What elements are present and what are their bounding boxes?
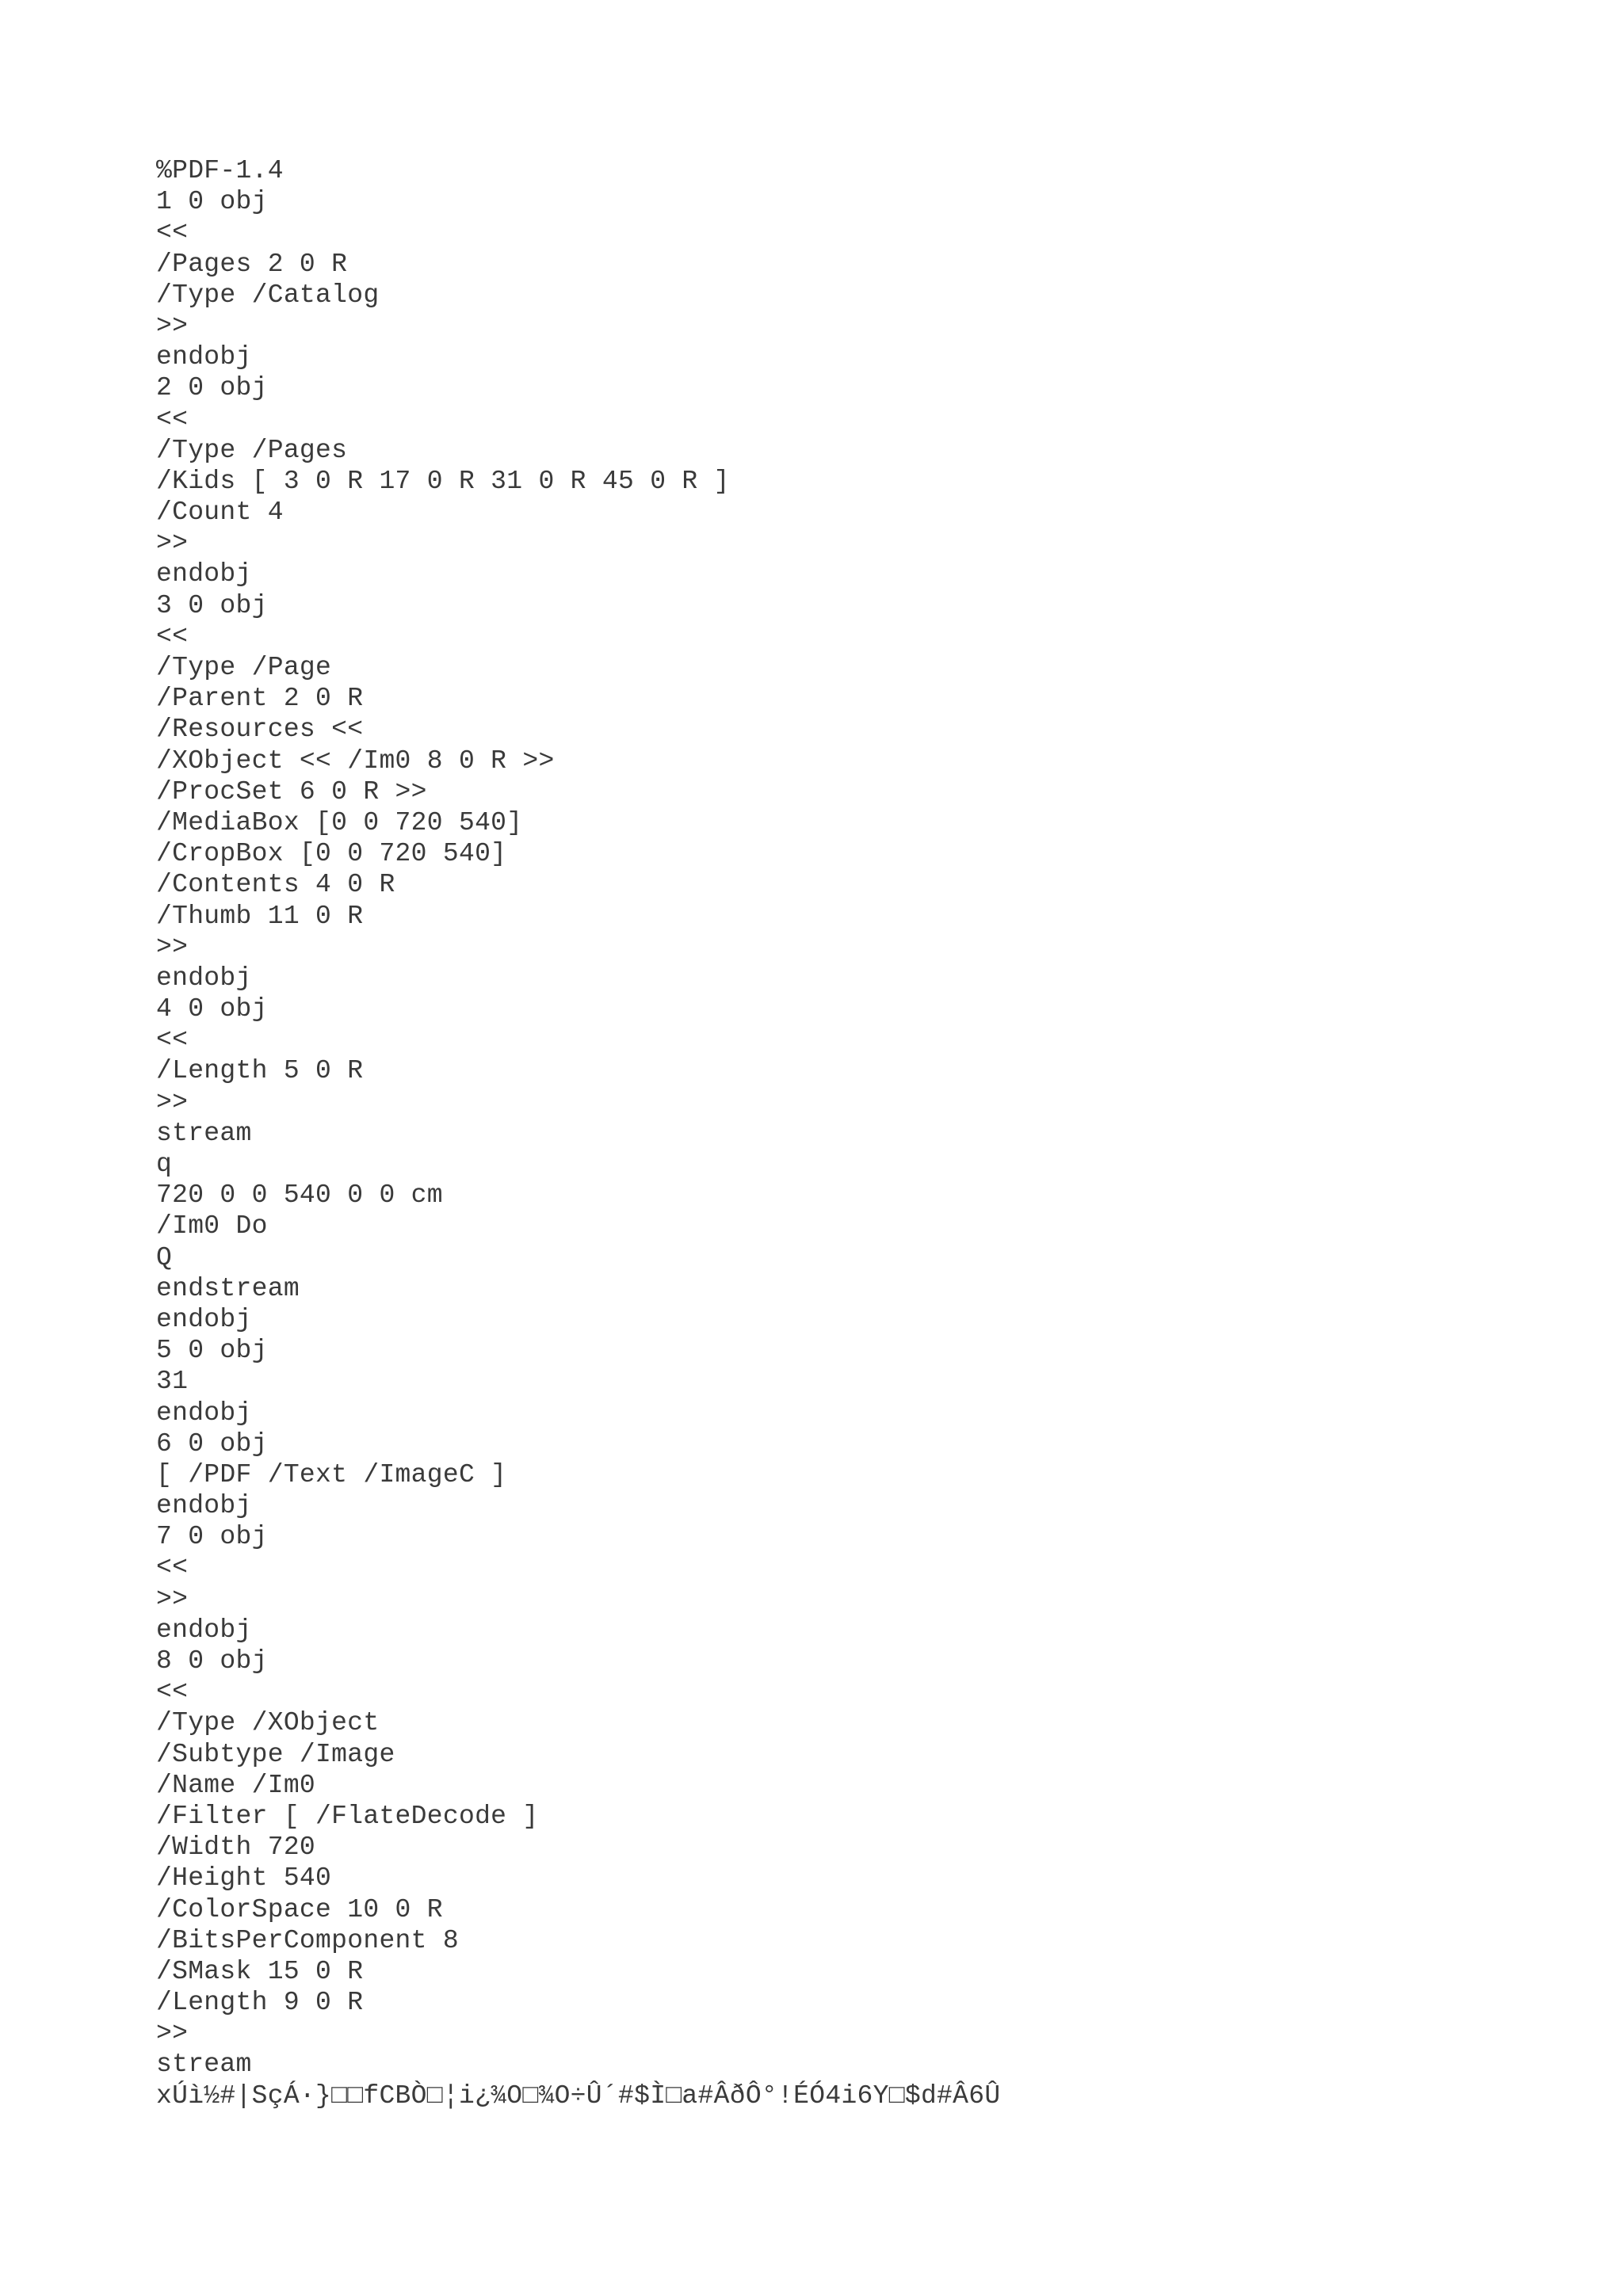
text-line: endobj: [156, 963, 252, 993]
text-line: /BitsPerComponent 8: [156, 1925, 459, 1955]
text-line: /Type /Page: [156, 653, 332, 682]
text-line: /Thumb 11 0 R: [156, 901, 364, 931]
text-line: /Length 9 0 R: [156, 1988, 364, 2018]
text-line: /Parent 2 0 R: [156, 684, 364, 714]
text-line: /Type /Catalog: [156, 280, 380, 310]
text-line: >>: [156, 1584, 189, 1614]
text-line: /Type /Pages: [156, 435, 348, 465]
text-line: >>: [156, 932, 189, 962]
text-line: q: [156, 1150, 173, 1179]
text-line: /Subtype /Image: [156, 1739, 395, 1769]
text-line: endobj: [156, 559, 252, 589]
text-line: >>: [156, 311, 189, 341]
text-line: /SMask 15 0 R: [156, 1956, 364, 1986]
text-line: endobj: [156, 342, 252, 372]
text-line: /Pages 2 0 R: [156, 249, 348, 279]
text-line: 720 0 0 540 0 0 cm: [156, 1180, 443, 1211]
text-line: <<: [156, 1025, 189, 1055]
text-line: 4 0 obj: [156, 994, 268, 1024]
text-line: /Height 540: [156, 1863, 332, 1894]
text-line: 1 0 obj: [156, 187, 268, 217]
text-line: [ /PDF /Text /ImageC ]: [156, 1459, 507, 1489]
text-line: Q: [156, 1242, 173, 1272]
text-line: /Filter [ /FlateDecode ]: [156, 1801, 539, 1831]
text-line: /ColorSpace 10 0 R: [156, 1894, 443, 1924]
text-line: /XObject << /Im0 8 0 R >>: [156, 746, 555, 776]
text-line: >>: [156, 528, 189, 559]
text-line: 7 0 obj: [156, 1522, 268, 1552]
text-line: endstream: [156, 1273, 300, 1303]
text-line: /CropBox [0 0 720 540]: [156, 839, 507, 869]
text-line: xÚì½#|SçÁ·}□□fCBÒ□¦i¿¾O□¾O÷Û´#$Ì□a#ÂðÔ°!ÉÓ4i6Y□$d#Â6Û: [156, 2081, 1001, 2111]
text-line: /Resources <<: [156, 715, 364, 745]
text-line: <<: [156, 1553, 189, 1583]
pdf-source-text: [156, 155, 1000, 2111]
text-line: 8 0 obj: [156, 1646, 268, 1676]
text-line: 31: [156, 1367, 189, 1397]
text-line: %PDF-1.4: [156, 156, 284, 185]
text-line: <<: [156, 404, 189, 434]
text-line: 2 0 obj: [156, 373, 268, 403]
text-line: endobj: [156, 1491, 252, 1521]
text-line: /Type /XObject: [156, 1708, 380, 1738]
text-line: endobj: [156, 1615, 252, 1645]
text-line: endobj: [156, 1398, 252, 1428]
text-line: /Name /Im0: [156, 1770, 316, 1800]
text-line: stream: [156, 1118, 252, 1148]
text-line: /Im0 Do: [156, 1211, 268, 1241]
text-line: /Contents 4 0 R: [156, 870, 395, 900]
text-line: <<: [156, 1677, 189, 1707]
text-line: /Count 4: [156, 498, 284, 528]
text-line: /Kids [ 3 0 R 17 0 R 31 0 R 45 0 R ]: [156, 466, 730, 496]
text-line: <<: [156, 621, 189, 651]
text-line: <<: [156, 218, 189, 248]
text-line: /Length 5 0 R: [156, 1056, 364, 1086]
text-line: >>: [156, 1087, 189, 1117]
text-line: >>: [156, 2019, 189, 2049]
text-line: 5 0 obj: [156, 1336, 268, 1366]
text-line: stream: [156, 2050, 252, 2080]
text-line: /ProcSet 6 0 R >>: [156, 776, 427, 807]
text-line: /MediaBox [0 0 720 540]: [156, 807, 523, 837]
text-line: endobj: [156, 1304, 252, 1334]
text-line: 6 0 obj: [156, 1428, 268, 1459]
text-line: 3 0 obj: [156, 590, 268, 620]
text-line: /Width 720: [156, 1833, 316, 1863]
